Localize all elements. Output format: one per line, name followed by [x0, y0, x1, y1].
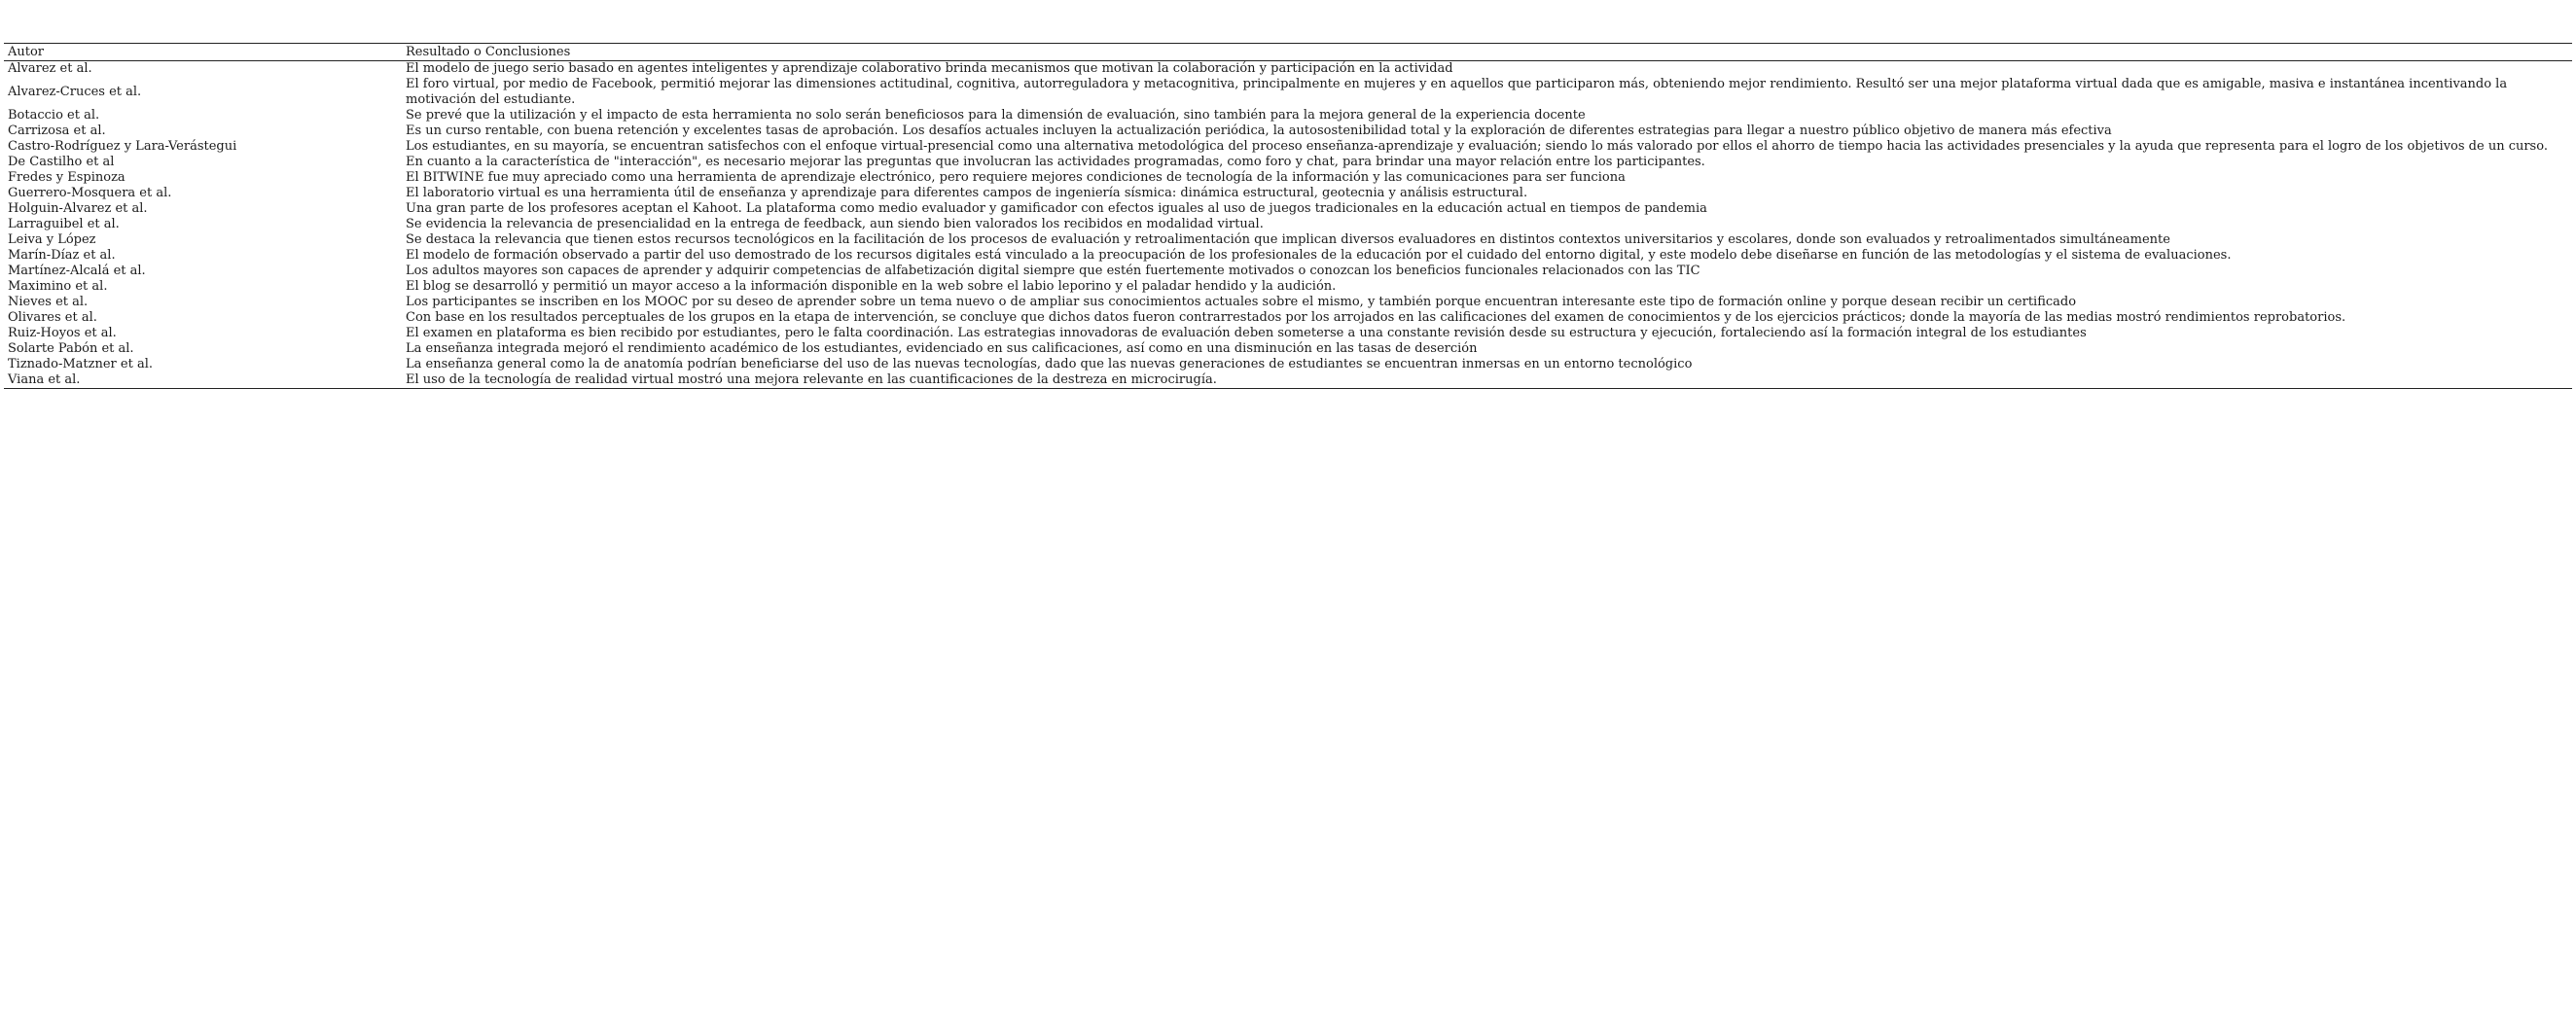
table-row	[4, 264, 2572, 279]
author-cell: Alvarez et al.	[8, 61, 92, 76]
author-cell: Botaccio et al.	[8, 108, 100, 123]
header-result: Resultado o Conclusiones	[406, 45, 571, 59]
result-cell: Una gran parte de los profesores aceptan el Kahoot. La plataforma como medio evaluador y gamificador con efectos iguales al uso de juegos tradicionales en la educación actual en tiempos de pandemia	[406, 201, 1707, 216]
result-cell: Los adultos mayores son capaces de aprender y adquirir competencias de alfabetización digital siempre que estén fuertemente motivados o conozcan los beneficios funcionales relacionados con las TIC	[406, 264, 1700, 278]
result-cell: La enseñanza integrada mejoró el rendimiento académico de los estudiantes, evidenciado en sus calificaciones, así como en una disminución en las tasas de deserción	[406, 341, 1478, 356]
table-row	[4, 232, 2572, 248]
table-row	[4, 279, 2572, 295]
result-cell: El modelo de formación observado a partir del uso demostrado de los recursos digitales está vinculado a la preocupación de los profesionales de la educación por el cuidado del entorno digital, y este modelo debe diseñarse en función de las metodologías y el sistema de evaluaciones.	[406, 248, 2232, 263]
result-cell: En cuanto a la característica de "interacción", es necesario mejorar las preguntas que involucran las actividades programadas, como foro y chat, para brindar una mayor relación entre los participantes.	[406, 155, 1705, 169]
result-cell: El modelo de juego serio basado en agentes inteligentes y aprendizaje colaborativo brinda mecanismos que motivan la colaboración y participación en la actividad	[406, 61, 1453, 76]
table-row	[4, 326, 2572, 341]
author-cell: Tiznado-Matzner et al.	[8, 357, 153, 371]
result-cell: Con base en los resultados perceptuales de los grupos en la etapa de intervención, se concluye que dichos datos fueron contrarrestados por los arrojados en las calificaciones del examen de conocimientos y de los ejercicios prácticos; donde la mayoría de las medias mostró rendimientos reprobatorios.	[406, 310, 2346, 325]
table-row	[4, 248, 2572, 264]
result-cell: El foro virtual, por medio de Facebook, permitió mejorar las dimensiones actitudinal, cognitiva, autorreguladora y metacognitiva, principalmente en mujeres y en aquellos que participaron más, obteniendo mejor rendimiento. Resultó ser una mejor plataforma virtual dada que es amigable, masiva e instantánea incentivando la motivación del estudiante.	[406, 77, 2508, 107]
table-row	[4, 77, 2572, 108]
table-row	[4, 217, 2572, 232]
table-row	[4, 295, 2572, 310]
table-row	[4, 170, 2572, 186]
table-row	[4, 357, 2572, 372]
author-cell: Alvarez-Cruces et al.	[8, 85, 142, 99]
author-cell: De Castilho et al	[8, 155, 115, 169]
result-cell: Se evidencia la relevancia de presencialidad en la entrega de feedback, aun siendo bien valorados los recibidos en modalidad virtual.	[406, 217, 1264, 231]
table-row	[4, 139, 2572, 155]
author-cell: Nieves et al.	[8, 295, 89, 309]
author-cell: Leiva y López	[8, 232, 96, 247]
author-cell: Marín-Díaz et al.	[8, 248, 116, 263]
author-cell: Fredes y Espinoza	[8, 170, 125, 185]
author-cell: Viana et al.	[8, 372, 81, 387]
table-row	[4, 61, 2572, 78]
results-table	[4, 43, 2572, 389]
author-cell: Guerrero-Mosquera et al.	[8, 186, 172, 200]
author-cell: Maximino et al.	[8, 279, 108, 294]
result-cell: El laboratorio virtual es una herramienta útil de enseñanza y aprendizaje para diferentes campos de ingeniería sísmica: dinámica estructural, geotecnia y análisis estructural.	[406, 186, 1528, 200]
table-row	[4, 341, 2572, 357]
results-table-container	[4, 43, 2572, 389]
result-cell: El BITWINE fue muy apreciado como una herramienta de aprendizaje electrónico, pero requiere mejores condiciones de tecnología de la información y las comunicaciones para ser funciona	[406, 170, 1626, 185]
result-cell: La enseñanza general como la de anatomía podrían beneficiarse del uso de las nuevas tecnologías, dado que las nuevas generaciones de estudiantes se encuentran inmersas en un entorno tecnológico	[406, 357, 1693, 371]
table-row	[4, 155, 2572, 170]
table-row	[4, 186, 2572, 201]
author-cell: Holguin-Alvarez et al.	[8, 201, 148, 216]
table-row	[4, 372, 2572, 389]
table-row	[4, 124, 2572, 139]
author-cell: Castro-Rodríguez y Lara-Verástegui	[8, 139, 237, 154]
author-cell: Olivares et al.	[8, 310, 97, 325]
author-cell: Carrizosa et al.	[8, 124, 106, 138]
result-cell: Es un curso rentable, con buena retención y excelentes tasas de aprobación. Los desafíos actuales incluyen la actualización periódica, la autosostenibilidad total y la exploración de diferentes estrategias para llegar a nuestro público objetivo de manera más efectiva	[406, 124, 2112, 138]
result-cell: Se prevé que la utilización y el impacto de esta herramienta no solo serán beneficiosos para la dimensión de evaluación, sino también para la mejora general de la experiencia docente	[406, 108, 1586, 123]
author-cell: Martínez-Alcalá et al.	[8, 264, 146, 278]
table-row	[4, 201, 2572, 217]
author-cell: Solarte Pabón et al.	[8, 341, 134, 356]
author-cell: Ruiz-Hoyos et al.	[8, 326, 117, 340]
result-cell: Se destaca la relevancia que tienen estos recursos tecnológicos en la facilitación de los procesos de evaluación y retroalimentación que implican diversos evaluadores en distintos contextos universitarios y escolares, donde son evaluados y retroalimentados simultáneamente	[406, 232, 2170, 247]
table-row	[4, 310, 2572, 326]
result-cell: El examen en plataforma es bien recibido por estudiantes, pero le falta coordinación. Las estrategias innovadoras de evaluación deben someterse a una constante revisión desde su estructura y ejecución, fortaleciendo así la formación integral de los estudiantes	[406, 326, 2087, 340]
result-cell: Los estudiantes, en su mayoría, se encuentran satisfechos con el enfoque virtual-presencial como una alternativa metodológica del proceso enseñanza-aprendizaje y evaluación; siendo lo más valorado por ellos el ahorro de tiempo hacia las actividades presenciales y la ayuda que representa para el logro de los objetivos de un curso.	[406, 139, 2548, 154]
result-cell: El uso de la tecnología de realidad virtual mostró una mejora relevante en las cuantificaciones de la destreza en microcirugía.	[406, 372, 1217, 387]
result-cell: Los participantes se inscriben en los MOOC por su deseo de aprender sobre un tema nuevo o de ampliar sus conocimientos actuales sobre el mismo, y también porque encuentran interesante este tipo de formación online y porque desean recibir un certificado	[406, 295, 2077, 309]
table-row	[4, 108, 2572, 124]
header-author: Autor	[8, 45, 45, 59]
result-cell: El blog se desarrolló y permitió un mayor acceso a la información disponible en la web sobre el labio leporino y el paladar hendido y la audición.	[406, 279, 1337, 294]
table-header-row	[4, 44, 2572, 61]
author-cell: Larraguibel et al.	[8, 217, 120, 231]
